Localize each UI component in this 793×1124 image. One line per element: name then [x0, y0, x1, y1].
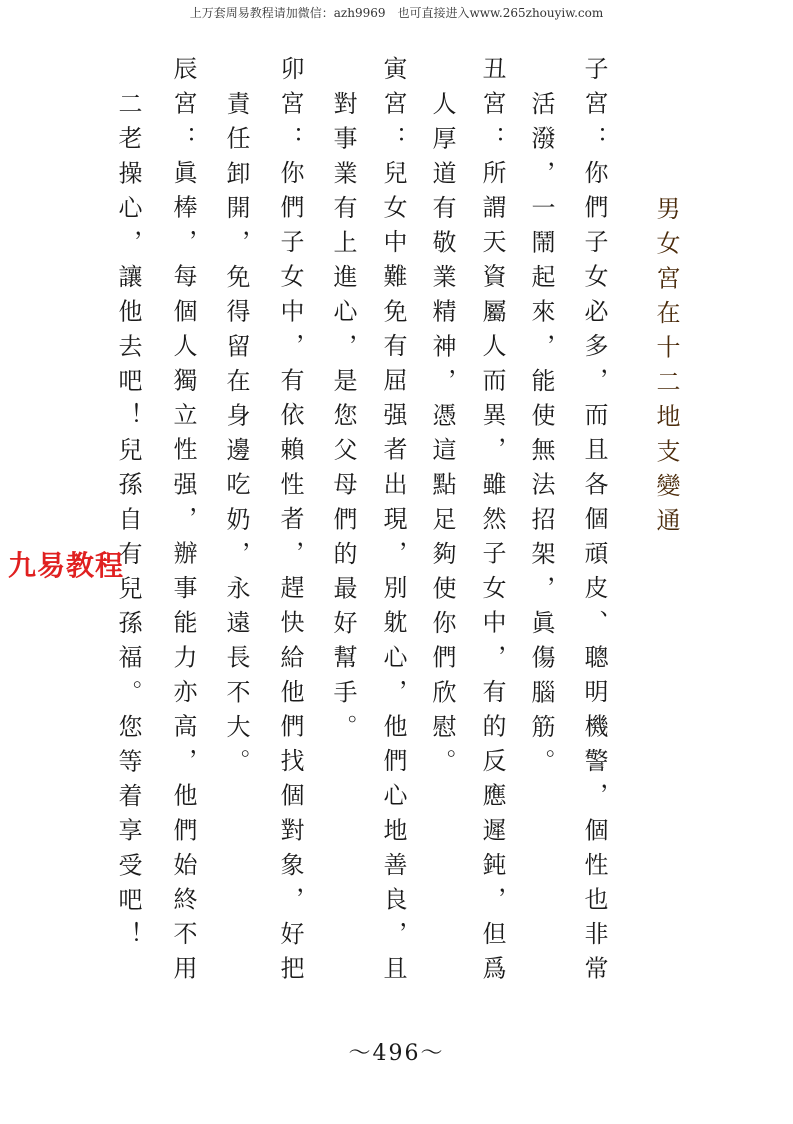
text-column: 二老操心，讓他去吧！兒孫自有兒孫福。您等着享受吧！ [114, 91, 142, 956]
page-number: ～496～ [348, 1041, 445, 1066]
text-column: 活潑，一鬧起來，能使無法招架，眞傷腦筋。 [527, 91, 555, 783]
text-column: 責任卸開，免得留在身邊吃奶，永遠長不大。 [222, 91, 250, 783]
page-header: 上万套周易教程请加微信：azh9969 也可直接进入www.265zhouyiw.com [189, 6, 604, 20]
text-column: 對事業有上進心，是您父母們的最好幫手。 [329, 91, 357, 749]
text-column: 寅宮：兒女中難免有屈强者出現，別躭心，他們心地善良，且 [379, 56, 407, 991]
text-column: 丑宮：所謂天資屬人而異，雖然子女中，有的反應遲鈍，但爲 [478, 56, 506, 991]
text-column: 人厚道有敬業精神，憑這點足夠使你們欣慰。 [428, 91, 456, 783]
text-column: 辰宮：眞棒，每個人獨立性强，辦事能力亦高，他們始終不用 [169, 56, 197, 991]
chapter-title: 男女宮在十二地支變通 [652, 196, 680, 542]
text-column: 子宮：你們子女必多，而且各個頑皮、聰明機警，個性也非常 [580, 56, 608, 991]
text-column: 卯宮：你們子女中，有依賴性者，趕快給他們找個對象，好把 [276, 56, 304, 991]
watermark-logo: 九易教程 [8, 549, 125, 582]
